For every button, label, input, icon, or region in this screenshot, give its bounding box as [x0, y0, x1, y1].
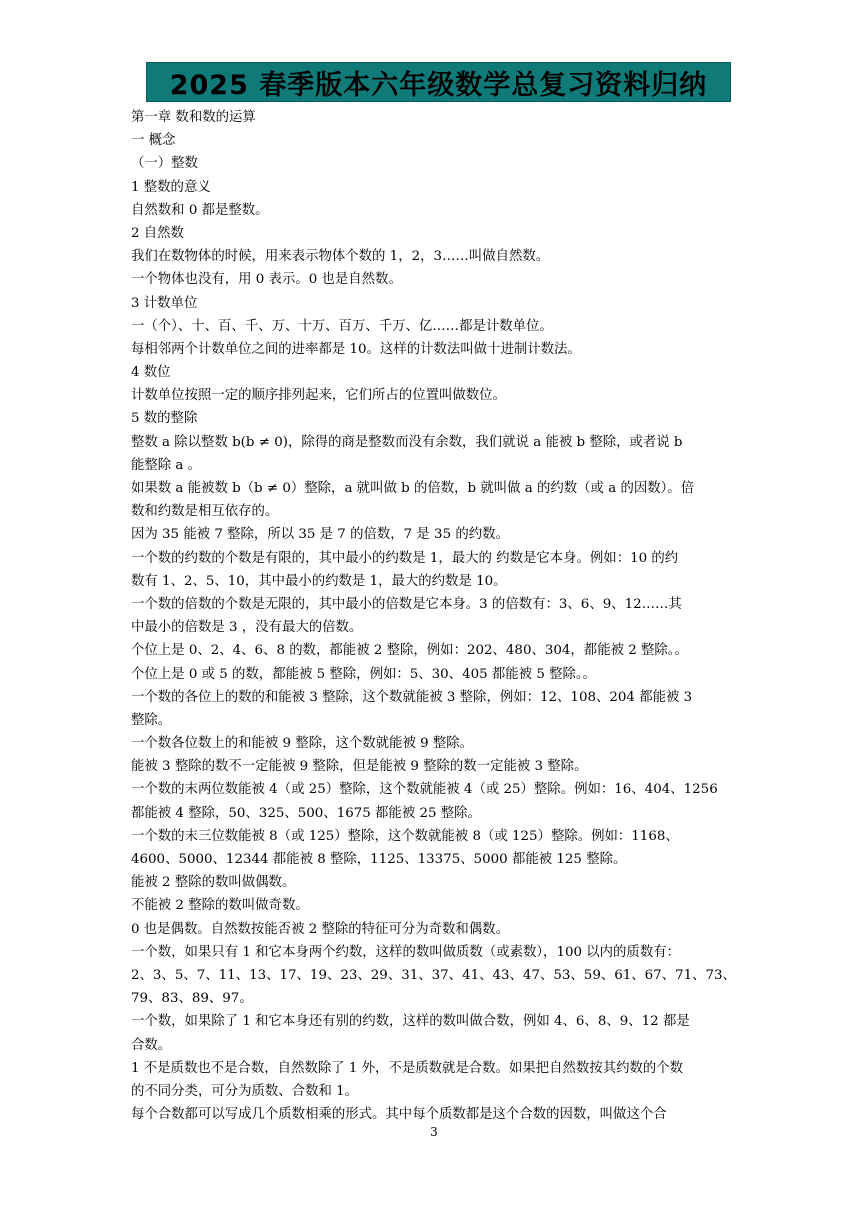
text-line: 3 计数单位 [131, 295, 198, 311]
text-line: 个位上是 0 或 5 的数，都能被 5 整除，例如：5、30、405 都能被 5 整除。。 [131, 666, 596, 682]
text-line: 个位上是 0、2、4、6、8 的数，都能被 2 整除，例如：202、480、304，都能被 2 整除。。 [131, 643, 688, 659]
text-line: 2、3、5、7、11、13、17、19、23、29、31、37、41、43、47、53、59、61、67、71、73、 [131, 967, 736, 983]
text-line: 一个数，如果除了 1 和它本身还有别的约数，这样的数叫做合数，例如 4、6、8、9、12 都是 [131, 1014, 690, 1030]
document-body [131, 106, 751, 1126]
text-line: 每相邻两个计数单位之间的进率都是 10。这样的计数法叫做十进制计数法。 [131, 341, 581, 357]
text-line: （一）整数 [131, 156, 198, 172]
page-number: 3 [430, 1125, 438, 1139]
text-line: 因为 35 能被 7 整除，所以 35 是 7 的倍数，7 是 35 的约数。 [131, 527, 509, 543]
text-line: 4 数位 [131, 365, 171, 381]
text-line: 整数 a 除以整数 b(b ≠ 0)，除得的商是整数而没有余数，我们就说 a 能被 b 整除，或者说 b [131, 434, 683, 450]
text-line: 我们在数物体的时候，用来表示物体个数的 1，2，3……叫做自然数。 [131, 249, 550, 265]
text-line: 能被 3 整除的数不一定能被 9 整除，但是能被 9 整除的数一定能被 3 整除。 [131, 759, 588, 775]
text-line: 一 概念 [131, 133, 176, 149]
text-line: 一个数的约数的个数是有限的，其中最小的约数是 1，最大的 约数是它本身。例如：10 的约 [131, 550, 679, 566]
text-line: 一个物体也没有，用 0 表示。0 也是自然数。 [131, 272, 402, 288]
text-line: 一个数各位数上的和能被 9 整除，这个数就能被 9 整除。 [131, 736, 474, 752]
text-line: 一个数的倍数的个数是无限的，其中最小的倍数是它本身。3 的倍数有：3、6、9、12……其 [131, 596, 682, 612]
text-line: 4600、5000、12344 都能被 8 整除，1125、13375、5000 都能被 125 整除。 [131, 852, 627, 867]
text-line: 79、83、89、97。 [131, 991, 253, 1007]
text-line: 一个数的末三位数能被 8（或 125）整除，这个数就能被 8（或 125）整除。例如：1168、 [131, 828, 679, 844]
text-line: 都能被 4 整除，50、325、500、1675 都能被 25 整除。 [131, 805, 481, 821]
text-line: 第一章 数和数的运算 [131, 110, 256, 125]
text-line: 一个数的各位上的数的和能被 3 整除，这个数就能被 3 整除，例如：12、108、204 都能被 3 [131, 689, 693, 705]
text-line: 数有 1、2、5、10，其中最小的约数是 1，最大的约数是 10。 [131, 573, 507, 589]
text-line: 0 也是偶数。自然数按能否被 2 整除的特征可分为奇数和偶数。 [131, 921, 509, 937]
text-line: 能被 2 整除的数叫做偶数。 [131, 875, 296, 891]
text-line: 合数。 [131, 1037, 172, 1053]
text-line: 数和约数是相互依存的。 [131, 504, 279, 520]
text-line: 1 不是质数也不是合数，自然数除了 1 外，不是质数就是合数。如果把自然数按其约数的个数 [131, 1060, 684, 1076]
text-line: 如果数 a 能被数 b（b ≠ 0）整除，a 就叫做 b 的倍数，b 就叫做 a 的约数（或 a 的因数）。倍 [131, 481, 695, 496]
text-line: 的不同分类，可分为质数、合数和 1。 [131, 1083, 359, 1099]
text-line: 每个合数都可以写成几个质数相乘的形式。其中每个质数都是这个合数的因数，叫做这个合 [131, 1107, 667, 1123]
text-line: 1 整数的意义 [131, 179, 211, 195]
text-line: 整除。 [131, 712, 172, 728]
text-line: 一个数，如果只有 1 和它本身两个约数，这样的数叫做质数（或素数），100 以内的质数有： [131, 944, 680, 960]
text-line: 5 数的整除 [131, 411, 198, 427]
title-banner [146, 62, 731, 102]
text-line: 中最小的倍数是 3 ，没有最大的倍数。 [131, 620, 363, 636]
text-line: 一个数的末两位数能被 4（或 25）整除，这个数就能被 4（或 25）整除。例如：16、404、1256 [131, 782, 718, 798]
text-line: 一（个）、十、百、千、万、十万、百万、千万、亿……都是计数单位。 [131, 318, 553, 334]
text-line: 计数单位按照一定的顺序排列起来，它们所占的位置叫做数位。 [131, 388, 506, 404]
text-line: 能整除 a 。 [131, 457, 202, 473]
text-line: 不能被 2 整除的数叫做奇数。 [131, 898, 309, 914]
text-line: 自然数和 0 都是整数。 [131, 202, 269, 218]
text-line: 2 自然数 [131, 225, 184, 241]
document-title: 2025 春季版本六年级数学总复习资料归纳 [169, 69, 708, 101]
